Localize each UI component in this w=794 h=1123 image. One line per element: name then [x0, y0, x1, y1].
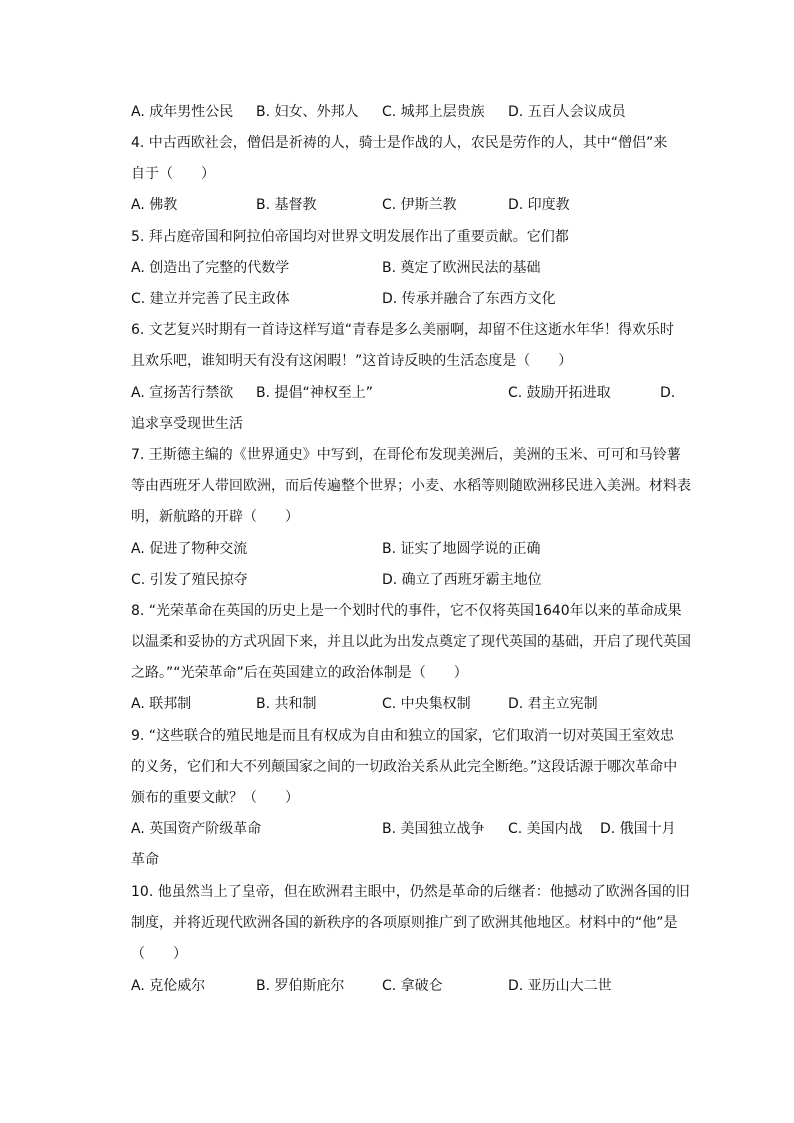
- q10-option-b[interactable]: B. 罗伯斯庇尔: [256, 978, 345, 994]
- q7-stem-line-3: 明，新航路的开辟（ ）: [131, 509, 299, 525]
- q4-option-a[interactable]: A. 佛教: [131, 197, 178, 213]
- q4-option-d[interactable]: D. 印度教: [508, 197, 570, 213]
- q10-option-d[interactable]: D. 亚历山大二世: [508, 978, 612, 994]
- q9-option-d[interactable]: D. 俄国十月: [600, 821, 676, 837]
- q8-stem-line-2: 以温柔和妥协的方式巩固下来，并且以此为出发点奠定了现代英国的基础，开启了现代英国: [131, 634, 691, 650]
- q9-stem-line-1: 9. “这些联合的殖民地是而且有权成为自由和独立的国家，它们取消一切对英国王室效忠: [131, 728, 675, 744]
- q8-option-b[interactable]: B. 共和制: [256, 696, 317, 712]
- q6-option-d[interactable]: D.: [660, 385, 676, 401]
- q4-stem-line-1: 4. 中古西欧社会，僧侣是祈祷的人，骑士是作战的人，农民是劳作的人，其中“僧侣”来: [131, 135, 668, 151]
- q4-option-b[interactable]: B. 基督教: [256, 197, 317, 213]
- q8-stem-line-1: 8. “光荣革命在英国的历史上是一个划时代的事件，它不仅将英国1640年以来的革命成果: [131, 603, 682, 619]
- q9-stem-line-2: 的义务，它们和大不列颠国家之间的一切政治关系从此完全断绝。”这段话源于哪次革命中: [131, 759, 678, 775]
- q9-option-c[interactable]: C. 美国内战: [508, 821, 583, 837]
- q6-option-d-wrap: 追求享受现世生活: [131, 416, 243, 432]
- q5-option-c[interactable]: C. 建立并完善了民主政体: [131, 291, 290, 307]
- q8-option-c[interactable]: C. 中央集权制: [382, 696, 471, 712]
- q3-option-a[interactable]: A. 成年男性公民: [131, 104, 234, 120]
- q10-stem-line-1: 10. 他虽然当上了皇帝，但在欧洲君主眼中，仍然是革命的后继者：他撼动了欧洲各国的旧: [131, 884, 690, 900]
- q5-option-d[interactable]: D. 传承并融合了东西方文化: [382, 291, 556, 307]
- q9-stem-line-3: 颁布的重要文献？（ ）: [131, 790, 299, 806]
- q6-stem-line-1: 6. 文艺复兴时期有一首诗这样写道“青春是多么美丽啊，却留不住这逝水年华！得欢乐时: [131, 322, 675, 338]
- q3-option-b[interactable]: B. 妇女、外邦人: [256, 104, 359, 120]
- q7-stem-line-2: 等由西班牙人带回欧洲，而后传遍整个世界；小麦、水稻等则随欧洲移民进入美洲。材料表: [131, 478, 691, 494]
- q5-option-b[interactable]: B. 奠定了欧洲民法的基础: [382, 260, 541, 276]
- q9-option-b[interactable]: B. 美国独立战争: [382, 821, 485, 837]
- q8-stem-line-3: 之路。”“光荣革命”后在英国建立的政治体制是（ ）: [131, 665, 468, 681]
- q4-stem-line-2: 自于（ ）: [131, 166, 215, 182]
- q7-option-c[interactable]: C. 引发了殖民掠夺: [131, 572, 248, 588]
- q10-stem-line-2: 制度，并将近现代欧洲各国的新秩序的各项原则推广到了欧洲其他地区。材料中的“他”是: [131, 915, 678, 931]
- q4-option-c[interactable]: C. 伊斯兰教: [382, 197, 457, 213]
- q8-option-d[interactable]: D. 君主立宪制: [508, 696, 598, 712]
- q10-option-c[interactable]: C. 拿破仑: [382, 978, 443, 994]
- q10-stem-line-3: （ ）: [131, 946, 187, 962]
- q10-option-a[interactable]: A. 克伦威尔: [131, 978, 206, 994]
- q9-option-d-wrap: 革命: [131, 852, 159, 868]
- q6-option-b[interactable]: B. 提倡“神权至上”: [256, 385, 374, 401]
- q3-option-c[interactable]: C. 城邦上层贵族: [382, 104, 485, 120]
- q9-option-a[interactable]: A. 英国资产阶级革命: [131, 821, 262, 837]
- q6-option-c[interactable]: C. 鼓励开拓进取: [508, 385, 611, 401]
- q7-option-a[interactable]: A. 促进了物种交流: [131, 541, 248, 557]
- q7-option-d[interactable]: D. 确立了西班牙霸主地位: [382, 572, 542, 588]
- q6-option-a[interactable]: A. 宣扬苦行禁欲: [131, 385, 234, 401]
- q8-option-a[interactable]: A. 联邦制: [131, 696, 192, 712]
- q7-option-b[interactable]: B. 证实了地圆学说的正确: [382, 541, 541, 557]
- q5-stem-line-1: 5. 拜占庭帝国和阿拉伯帝国均对世界文明发展作出了重要贡献。它们都: [131, 229, 569, 245]
- q7-stem-line-1: 7. 王斯德主编的《世界通史》中写到，在哥伦布发现美洲后，美洲的玉米、可可和马铃薯: [131, 447, 681, 463]
- q5-option-a[interactable]: A. 创造出了完整的代数学: [131, 260, 290, 276]
- q6-stem-line-2: 且欢乐吧，谁知明天有没有这闲暇！”这首诗反映的生活态度是（ ）: [131, 353, 573, 369]
- q3-option-d[interactable]: D. 五百人会议成员: [508, 104, 626, 120]
